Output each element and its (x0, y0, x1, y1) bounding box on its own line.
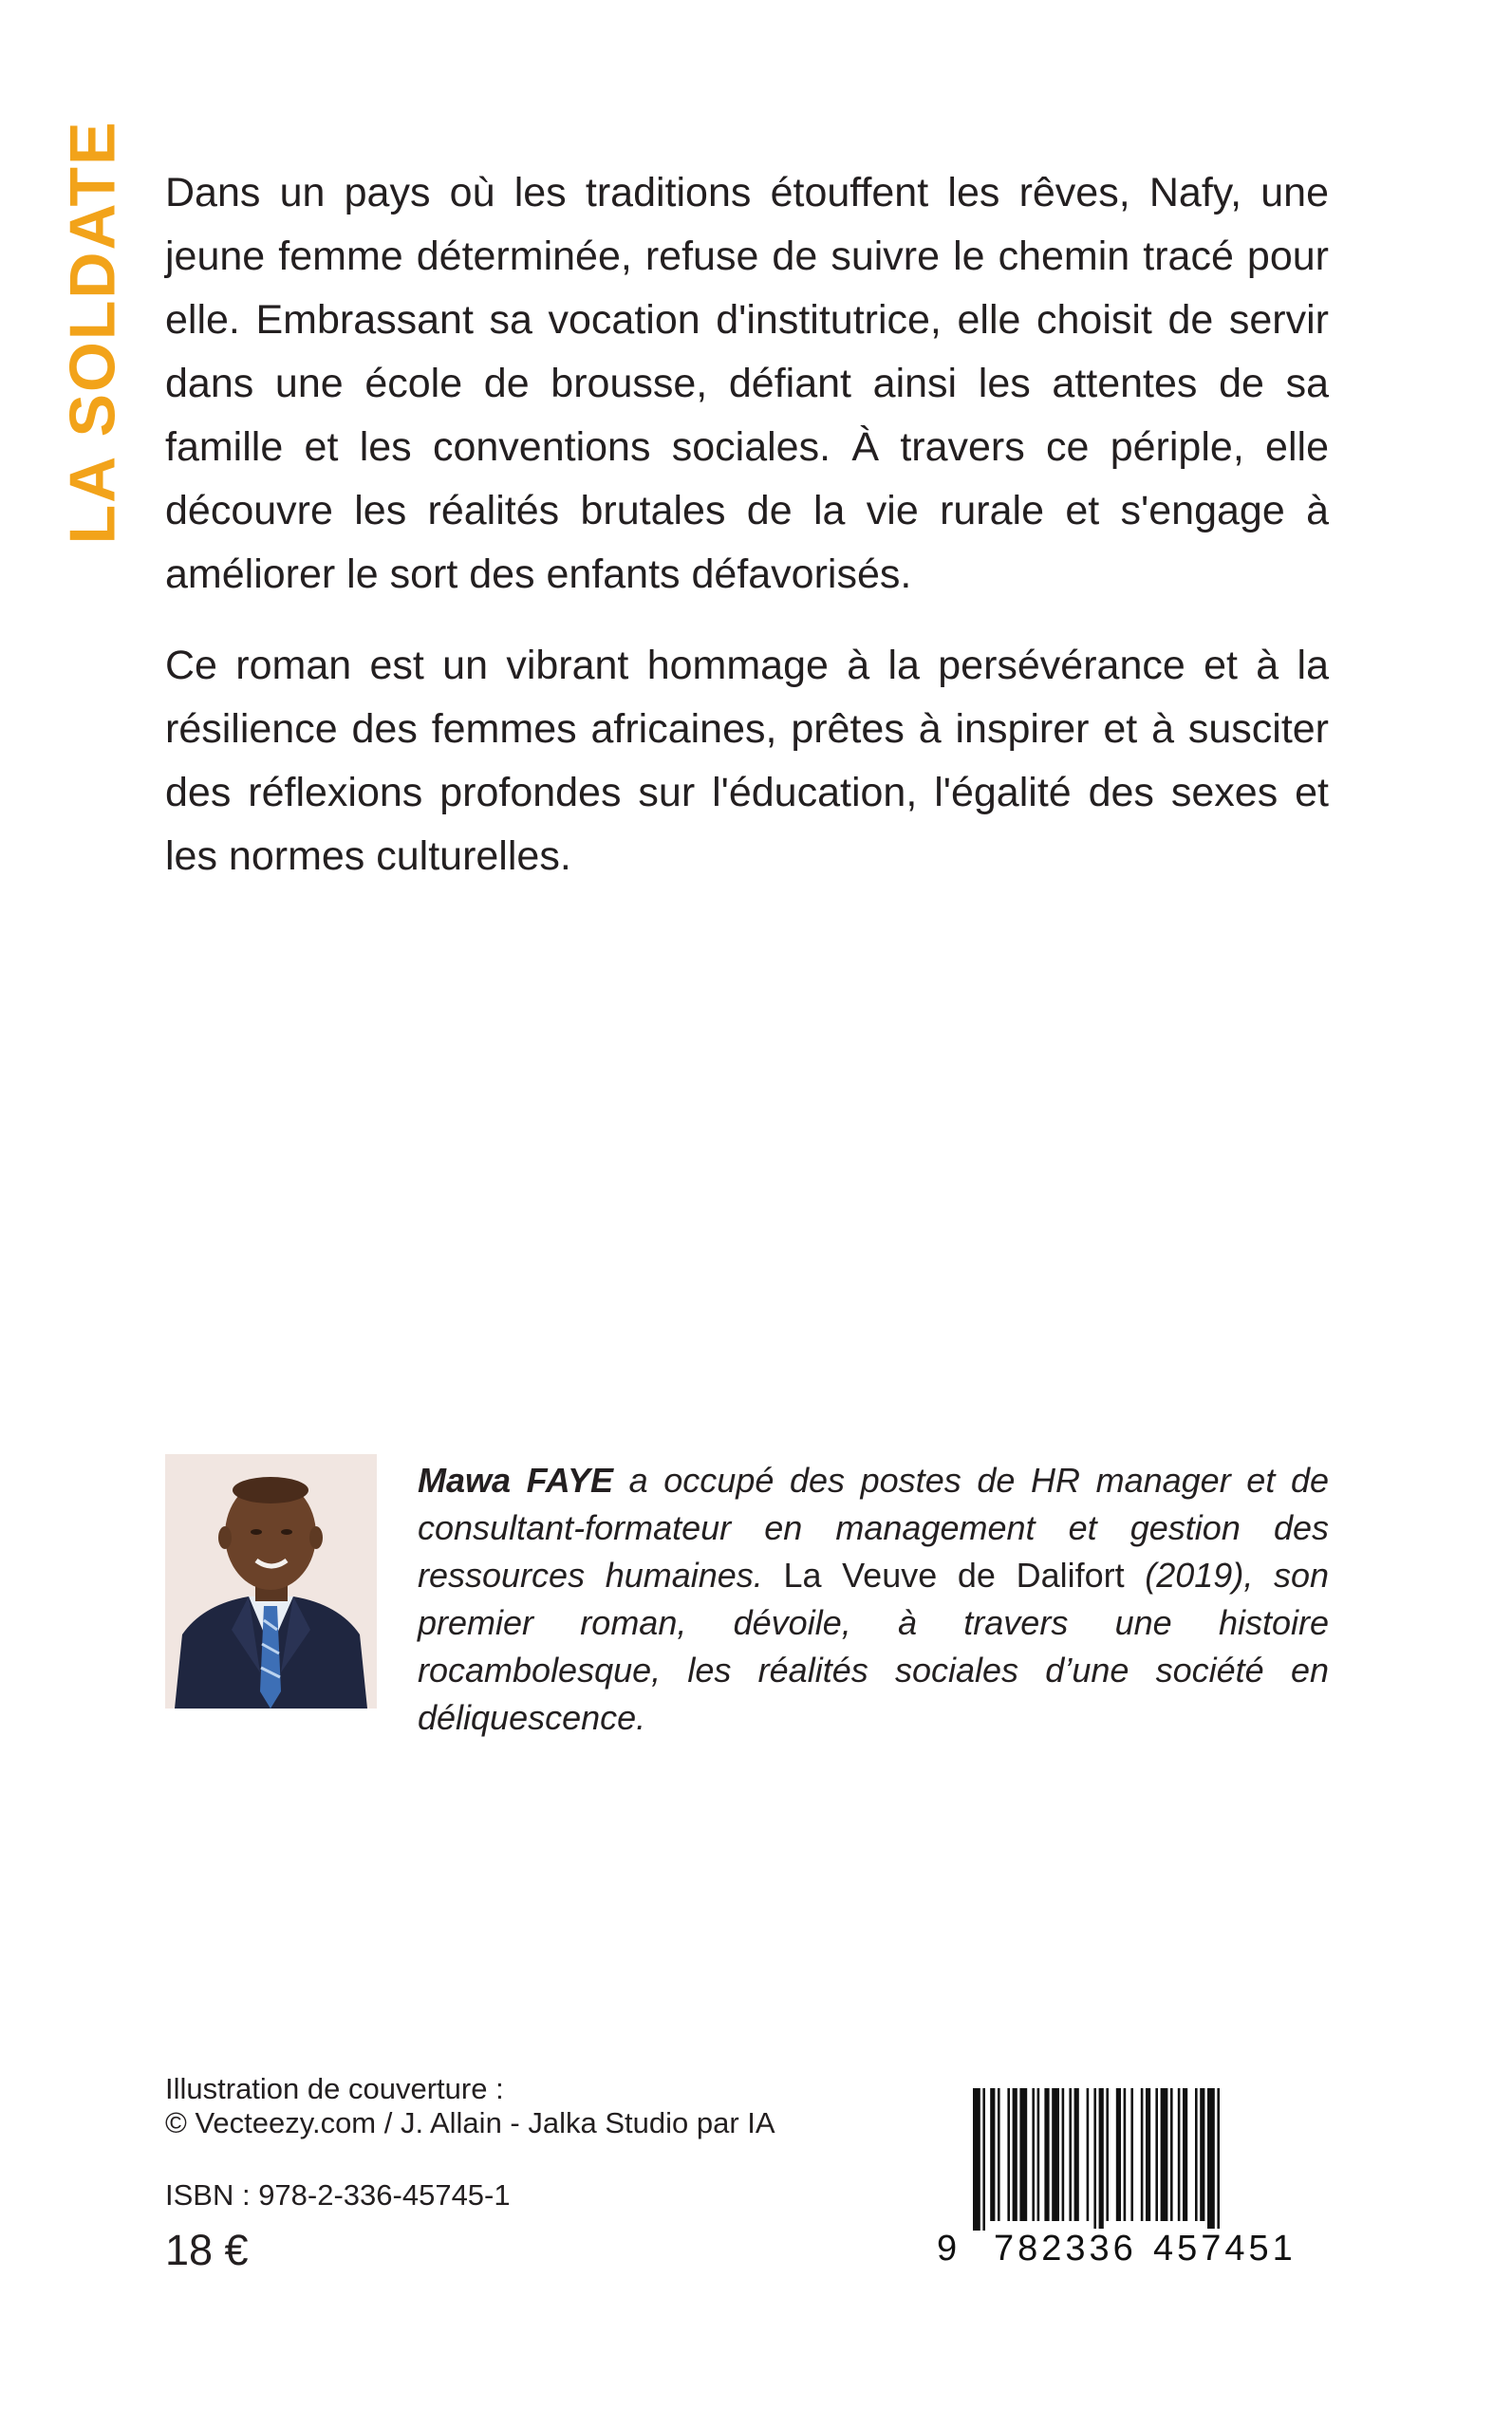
barcode-bar (973, 2088, 980, 2231)
barcode-bar (1019, 2088, 1027, 2221)
barcode-bar (1155, 2088, 1158, 2221)
barcode-bar (1141, 2088, 1144, 2221)
barcode-bar (1074, 2088, 1079, 2221)
spine-title (56, 120, 129, 545)
barcode-bar (1183, 2088, 1187, 2221)
barcode-bar (1178, 2088, 1181, 2221)
barcode-bar (1130, 2088, 1133, 2221)
spine-title-text: LA SOLDATE (56, 120, 129, 545)
barcode-bar (1146, 2088, 1150, 2221)
isbn-barcode (935, 2088, 1334, 2278)
barcode-bar (1013, 2088, 1017, 2221)
barcode-bar (1093, 2088, 1096, 2231)
author-bio-part-2: (2019), son premier roman, dévoile, à travers une histoire rocambolesque, les réalités sociales d’une société en déliquescence. (418, 1556, 1330, 1737)
barcode-bar (982, 2088, 985, 2231)
barcode-bar (1087, 2088, 1090, 2221)
barcode-bar (1217, 2088, 1220, 2231)
barcode-digits (935, 2229, 1334, 2270)
barcode-bar (1044, 2088, 1049, 2221)
cover-illustration-credits (165, 2072, 775, 2140)
barcode-bar (1195, 2088, 1198, 2221)
barcode-bars (935, 2088, 1334, 2231)
barcode-lead-digit: 9 (937, 2229, 958, 2269)
barcode-bar (1124, 2088, 1127, 2221)
barcode-bar (990, 2088, 995, 2221)
blurb-paragraph-2: Ce roman est un vibrant hommage à la persévérance et à la résilience des femmes africaines, prêtes à inspirer et à susciter des réflexions profondes sur l'éducation, l'égalité des sexes et les normes culturelles. (165, 643, 1329, 879)
barcode-bar (1207, 2088, 1215, 2231)
barcode-bar (1052, 2088, 1059, 2221)
barcode-bar (1106, 2088, 1109, 2221)
back-cover-blurb (165, 161, 1329, 916)
barcode-bar (1200, 2088, 1204, 2221)
blurb-paragraph-1: Dans un pays où les traditions étouffent les rêves, Nafy, une jeune femme déterminée, refuse de suivre le chemin tracé pour elle. Embrassant sa vocation d'institutrice, elle choisit de servir dans une école de brousse, défiant ainsi les attentes de sa famille et les conventions sociales. À travers ce périple, elle découvre les réalités brutales de la vie rurale et s'engage à améliorer le sort des enfants défavorisés. (165, 170, 1329, 597)
barcode-bar (1007, 2088, 1010, 2221)
barcode-bar (1161, 2088, 1168, 2221)
barcode-bar (1037, 2088, 1040, 2221)
barcode-left-group: 782336 (994, 2229, 1137, 2269)
barcode-bar (1062, 2088, 1065, 2221)
price: 18 € (165, 2226, 249, 2274)
barcode-bar (1099, 2088, 1104, 2231)
barcode-bar (1116, 2088, 1121, 2221)
author-bio (418, 1457, 1329, 1742)
credits-value: © Vecteezy.com / J. Allain - Jalka Studio par IA (165, 2106, 775, 2139)
barcode-bar (1032, 2088, 1035, 2221)
author-portrait-image (165, 1454, 377, 1709)
author-bio-part-1: a occupé des postes de HR manager et de consultant-formateur en management et gestion des ressources humaines. (418, 1461, 1329, 1595)
barcode-bar (1069, 2088, 1072, 2221)
barcode-bar (1170, 2088, 1173, 2221)
author-previous-title: La Veuve de Dalifort (762, 1556, 1146, 1595)
isbn: ISBN : 978-2-336-45745-1 (165, 2178, 511, 2212)
credits-label: Illustration de couverture : (165, 2072, 504, 2105)
barcode-right-group: 457451 (1153, 2229, 1297, 2269)
author-name: Mawa FAYE (418, 1461, 614, 1500)
author-photo (165, 1454, 377, 1709)
barcode-bar (998, 2088, 1000, 2221)
